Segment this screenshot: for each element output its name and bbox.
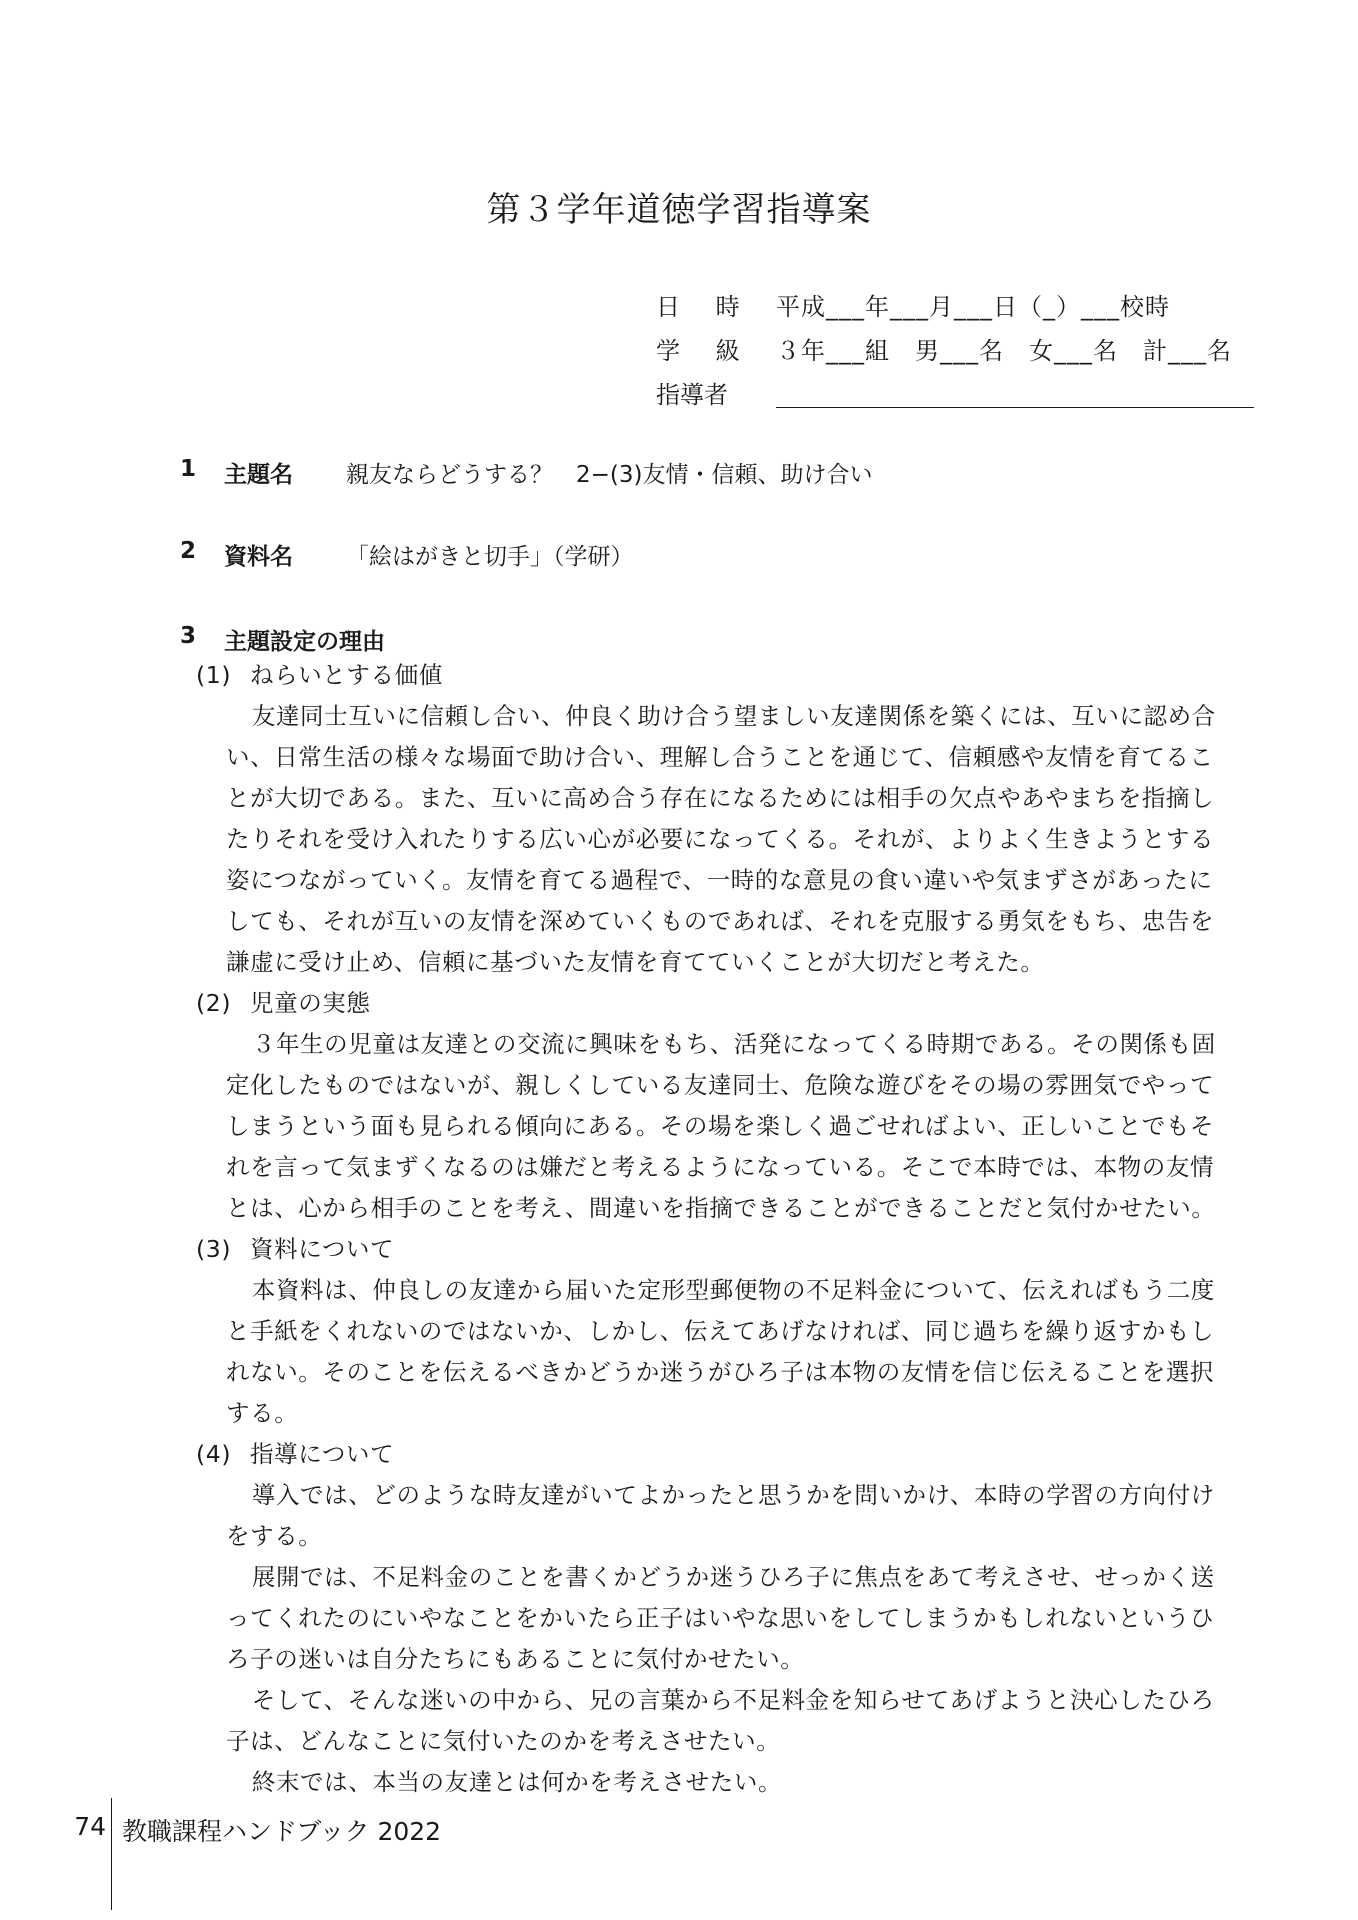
reason-body [196, 655, 1236, 1803]
section-heading: 資料名 [224, 544, 293, 570]
section-heading: 主題名 [224, 462, 293, 488]
subsection-heading [196, 1434, 1236, 1475]
book-title: 教職課程ハンドブック 2022 [122, 1817, 442, 1846]
section-number: 1 [180, 456, 197, 482]
subsection-number: (4) [196, 1440, 232, 1468]
datetime-label: 日 時 [656, 293, 754, 321]
subsection-title: 児童の実態 [250, 989, 371, 1017]
paragraph: そして、そんな迷いの中から、兄の言葉から不足料金を知らせてあげようと決心したひろ子は、どんなことに気付いたのかを考えさせたい。 [226, 1686, 1215, 1755]
paragraph: ３年生の児童は友達との交流に興味をもち、活発になってくる時期である。その関係も固定化したものではないが、親しくしている友達同士、危険な遊びをその場の雰囲気でやってしまうという面も見られる傾向にある。その場を楽しく過ごせればよい、正しいことでもそれを言って気まずくなるのは嫌だと考えるようになっている。そこで本時では、本物の友情とは、心から相手のことを考え、間違いを指摘できることができることだと気付かせたい。 [226, 1030, 1216, 1222]
section-number: 2 [180, 538, 197, 564]
subsection-title: 指導について [250, 1440, 395, 1468]
paragraph: 本資料は、仲良しの友達から届いた定形型郵便物の不足料金について、伝えればもう二度と手紙をくれないのではないか、しかし、伝えてあげなければ、同じ過ちを繰り返すかもしれない。そのことを伝えるべきかどうか迷うがひろ子は本物の友情を信じ伝えることを選択する。 [226, 1276, 1215, 1427]
subsection-title: 資料について [250, 1235, 395, 1263]
class-label: 学 級 [656, 337, 754, 365]
subsection-title: ねらいとする価値 [250, 661, 443, 689]
section-value: 親友ならどうする？ 2−(3)友情・信頼、助け合い [346, 462, 873, 488]
section-value: 「絵はがきと切手」（学研） [346, 544, 634, 570]
page-number: 74 [74, 1812, 106, 1841]
page-footer [60, 1812, 442, 1852]
paragraph: 終末では、本当の友達とは何かを考えさせたい。 [251, 1768, 783, 1796]
subsection-number: (1) [196, 661, 232, 689]
teacher-blank-line [776, 407, 1254, 408]
class-value: ３年___組 男___名 女___名 計___名 [776, 337, 1232, 365]
paragraph: 導入では、どのような時友達がいてよかったと思うかを問いかけ、本時の学習の方向付けをする。 [226, 1481, 1215, 1550]
section-number: 3 [180, 623, 197, 649]
datetime-value: 平成___年___月___日（_）___校時 [776, 293, 1170, 321]
subsection-number: (2) [196, 989, 232, 1017]
subsection-heading [196, 983, 1236, 1024]
paragraph: 友達同士互いに信頼し合い、仲良く助け合う望ましい友達関係を築くには、互いに認め合い、日常生活の様々な場面で助け合い、理解し合うことを通じて、信頼感や友情を育てることが大切である。また、互いに高め合う存在になるためには相手の欠点やあやまちを指摘したりそれを受け入れたりする広い心が必要になってくる。それが、よりよく生きようとする姿につながっていく。友情を育てる過程で、一時的な意見の食い違いや気まずさがあったにしても、それが互いの友情を深めていくものであれば、それを克服する勇気をもち、忠告を謙虚に受け止め、信頼に基づいた友情を育てていくことが大切だと考えた。 [226, 702, 1216, 976]
subsection-heading [196, 1229, 1236, 1270]
subsection-guidance [196, 1434, 1236, 1803]
subsection-value [196, 655, 1236, 983]
subsection-state [196, 983, 1236, 1229]
subsection-material [196, 1229, 1236, 1434]
section-heading: 主題設定の理由 [224, 629, 385, 655]
subsection-number: (3) [196, 1235, 232, 1263]
footer-divider [111, 1798, 112, 1910]
subsection-heading [196, 655, 1236, 696]
paragraph: 展開では、不足料金のことを書くかどうか迷うひろ子に焦点をあて考えさせ、せっかく送ってくれたのにいやなことをかいたら正子はいやな思いをしてしまうかもしれないというひろ子の迷いは自分たちにもあることに気付かせたい。 [226, 1563, 1215, 1673]
teacher-label: 指導者 [656, 381, 728, 409]
document-title: 第３学年道徳学習指導案 [486, 190, 872, 230]
